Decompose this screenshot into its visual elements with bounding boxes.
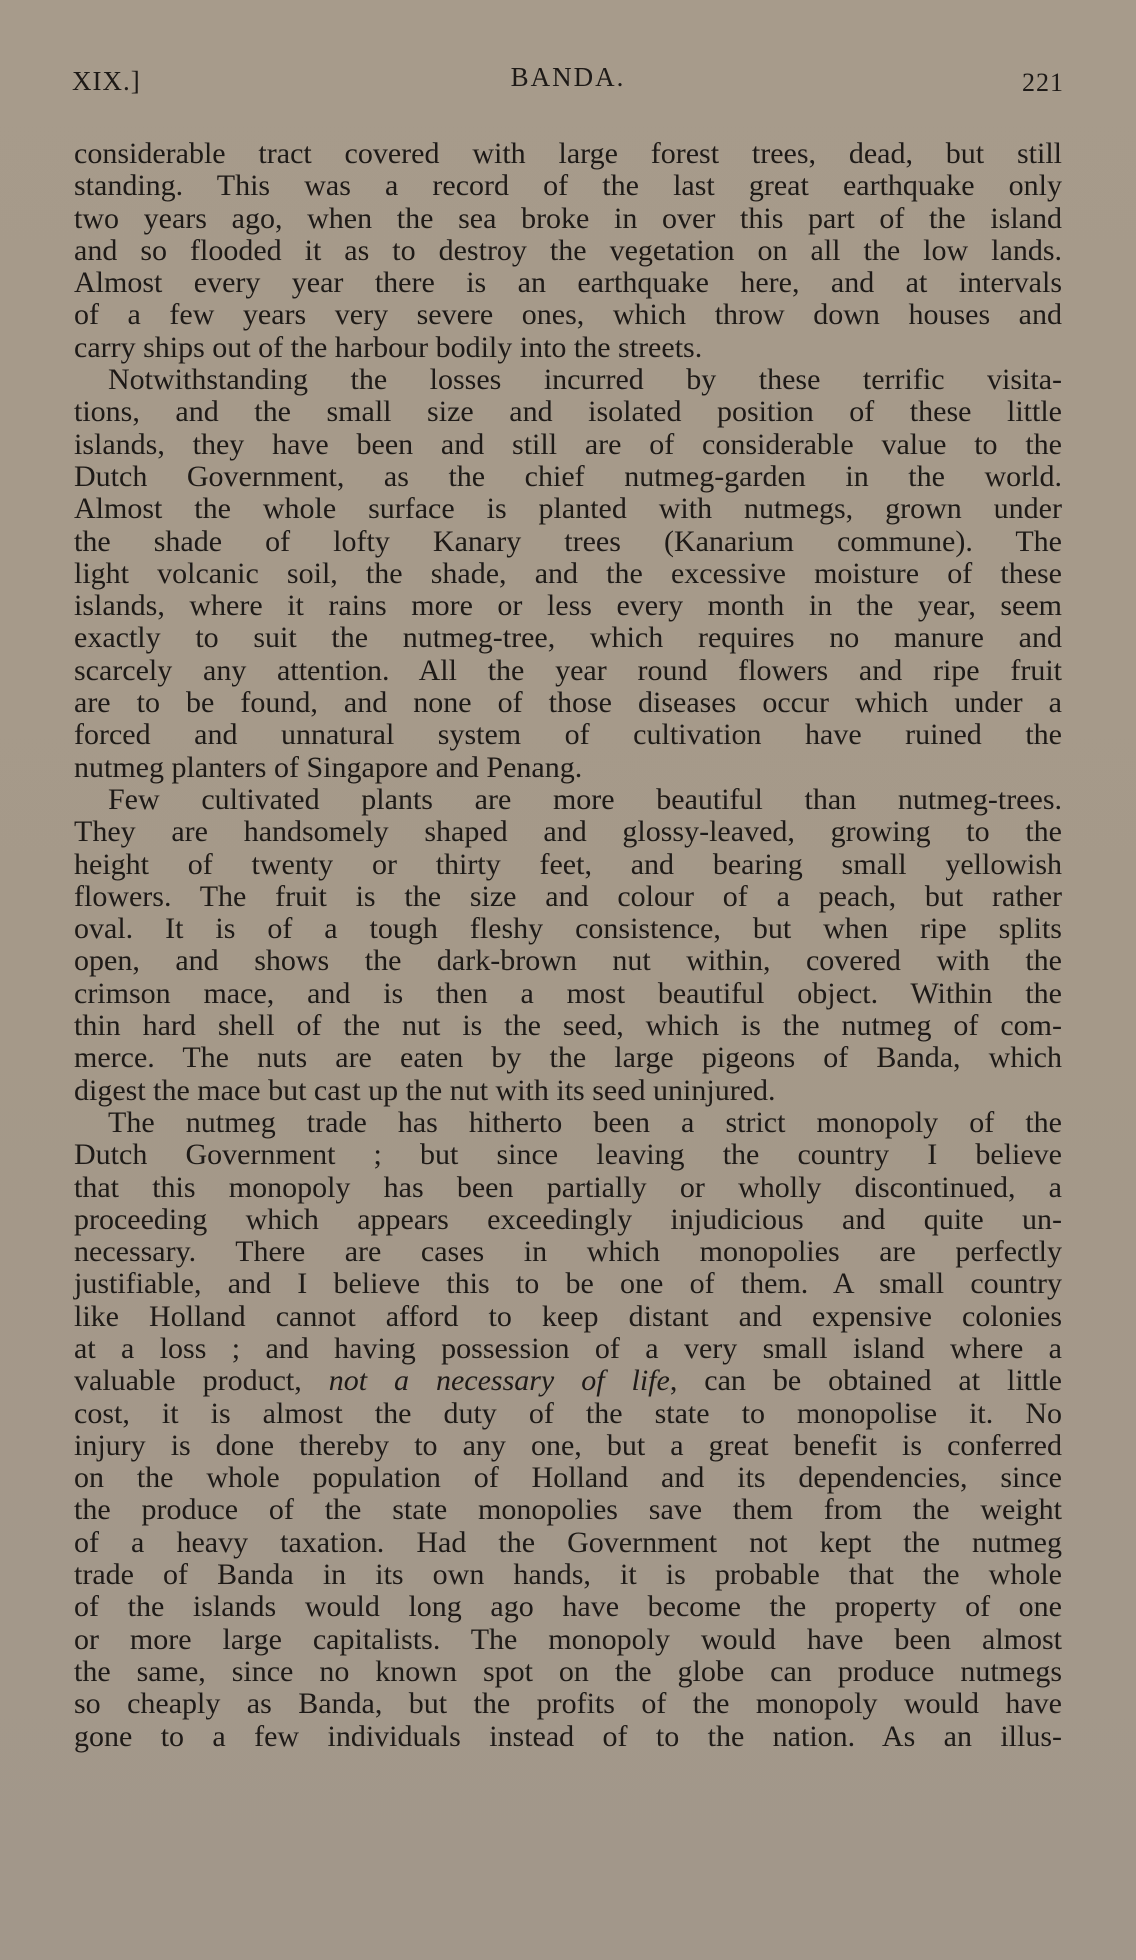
page-number: 221 bbox=[1022, 68, 1064, 97]
text-line: islands, where it rains more or less every month in the year, seem bbox=[74, 589, 1062, 623]
text-line: Almost the whole surface is planted with nutmegs, grown under bbox=[74, 492, 1062, 526]
running-head bbox=[72, 60, 1064, 100]
text-line: at a loss ; and having possession of a very small island where a bbox=[74, 1331, 1062, 1365]
text-line: forced and unnatural system of cultivation have ruined the bbox=[74, 718, 1062, 752]
text-line: justifiable, and I believe this to be one of them. A small country bbox=[74, 1267, 1062, 1301]
text-line: of the islands would long ago have become the property of one bbox=[74, 1590, 1062, 1624]
text-line: are to be found, and none of those diseases occur which under a bbox=[74, 686, 1062, 720]
text-line: Dutch Government, as the chief nutmeg-garden in the world. bbox=[74, 459, 1062, 493]
text-line bbox=[74, 1365, 1062, 1397]
text-line: digest the mace but cast up the nut with its seed uninjured. bbox=[74, 1073, 776, 1107]
text-line: proceeding which appears exceedingly injudicious and quite un- bbox=[74, 1202, 1062, 1236]
text-line: Notwithstanding the losses incurred by these terrific visita- bbox=[108, 363, 1062, 397]
text-line: Dutch Government ; but since leaving the country I believe bbox=[74, 1138, 1062, 1172]
text-line: that this monopoly has been partially or wholly discontinued, a bbox=[74, 1170, 1062, 1204]
text-line: height of twenty or thirty feet, and bearing small yellowish bbox=[74, 847, 1062, 881]
text-line: merce. The nuts are eaten by the large pigeons of Banda, which bbox=[74, 1041, 1062, 1075]
text-line: tions, and the small size and isolated position of these little bbox=[74, 395, 1062, 429]
text-line: injury is done thereby to any one, but a great benefit is conferred bbox=[74, 1428, 1062, 1462]
italic-phrase: not a necessary of life bbox=[328, 1364, 670, 1398]
text-line: The nutmeg trade has hitherto been a strict monopoly of the bbox=[108, 1105, 1062, 1139]
text-line: on the whole population of Holland and its dependencies, since bbox=[74, 1461, 1062, 1495]
text-line: the produce of the state monopolies save them from the weight bbox=[74, 1493, 1062, 1527]
text-line: Few cultivated plants are more beautiful than nutmeg-trees. bbox=[108, 782, 1062, 816]
running-title: BANDA. bbox=[510, 62, 626, 92]
text-line: trade of Banda in its own hands, it is probable that the whole bbox=[74, 1558, 1062, 1592]
text-line: considerable tract covered with large forest trees, dead, but still bbox=[74, 137, 1062, 170]
text-line: of a few years very severe ones, which throw down houses and bbox=[74, 298, 1062, 332]
text-line: open, and shows the dark-brown nut within, covered with the bbox=[74, 944, 1062, 978]
text-line: of a heavy taxation. Had the Government not kept the nutmeg bbox=[74, 1525, 1062, 1559]
chapter-marker: XIX.] bbox=[72, 66, 141, 96]
text-line: the shade of lofty Kanary trees (Kanarium commune). The bbox=[74, 524, 1062, 558]
text-segment: valuable product, bbox=[74, 1364, 329, 1398]
text-line: thin hard shell of the nut is the seed, which is the nutmeg of com- bbox=[74, 1009, 1062, 1043]
text-line: like Holland cannot afford to keep distant and expensive colonies bbox=[74, 1299, 1062, 1333]
text-line: scarcely any attention. All the year round flowers and ripe fruit bbox=[74, 653, 1062, 687]
text-line: Almost every year there is an earthquake here, and at intervals bbox=[74, 266, 1062, 300]
text-line: carry ships out of the harbour bodily into the streets. bbox=[74, 330, 703, 364]
text-line: flowers. The fruit is the size and colour of a peach, but rather bbox=[74, 879, 1062, 913]
text-line: so cheaply as Banda, but the profits of the monopoly would have bbox=[74, 1687, 1062, 1721]
body-text bbox=[74, 138, 1062, 1753]
text-line: two years ago, when the sea broke in over this part of the island bbox=[74, 201, 1062, 235]
text-line: and so flooded it as to destroy the vegetation on all the low lands. bbox=[74, 233, 1062, 267]
text-line: light volcanic soil, the shade, and the excessive moisture of these bbox=[74, 556, 1062, 590]
text-line: standing. This was a record of the last great earthquake only bbox=[74, 169, 1062, 203]
text-line: nutmeg planters of Singapore and Penang. bbox=[74, 750, 583, 784]
text-segment: , can be obtained at little bbox=[669, 1364, 1063, 1398]
text-line: exactly to suit the nutmeg-tree, which requires no manure and bbox=[74, 621, 1062, 655]
text-line: gone to a few individuals instead of to the nation. As an illus- bbox=[74, 1719, 1062, 1753]
text-line: cost, it is almost the duty of the state to monopolise it. No bbox=[74, 1396, 1062, 1430]
text-line: oval. It is of a tough fleshy consistence, but when ripe splits bbox=[74, 912, 1062, 946]
text-line: the same, since no known spot on the globe can produce nutmegs bbox=[74, 1654, 1062, 1688]
text-line: They are handsomely shaped and glossy-leaved, growing to the bbox=[74, 815, 1062, 849]
text-line: necessary. There are cases in which monopolies are perfectly bbox=[74, 1235, 1062, 1269]
text-line: islands, they have been and still are of considerable value to the bbox=[74, 427, 1062, 461]
text-line: or more large capitalists. The monopoly would have been almost bbox=[74, 1622, 1062, 1656]
text-line: crimson mace, and is then a most beautiful object. Within the bbox=[74, 976, 1062, 1010]
